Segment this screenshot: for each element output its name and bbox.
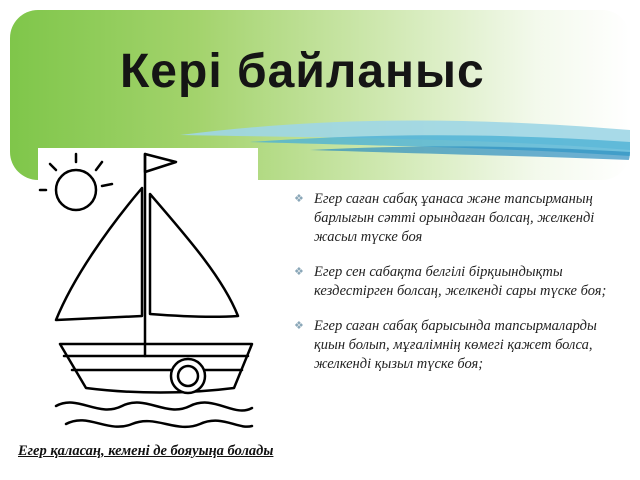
list-item: [288, 317, 618, 374]
instruction-list: [288, 190, 618, 390]
instruction-text: Егер саған сабақ барысында тапсырмаларды қиын болып, мұғалімнің көмегі қажет болса, желкенді қызыл түске боя;: [314, 318, 597, 372]
diamond-bullet-icon: ❖: [294, 320, 304, 332]
list-item: [288, 263, 618, 301]
list-item: [288, 190, 618, 247]
diamond-bullet-icon: ❖: [294, 266, 304, 278]
instruction-text: Егер сен сабақта белгілі бірқиындықты кездестірген болсаң, желкенді сары түске боя;: [314, 264, 607, 299]
footer-note: Егер қаласаң, кемені де бояуыңа болады: [18, 443, 274, 459]
sun-icon: [40, 154, 112, 210]
page-title: Кері байланыс: [120, 45, 485, 98]
sailboat-coloring-image: [38, 148, 258, 430]
diamond-bullet-icon: ❖: [294, 193, 304, 205]
instruction-text: Егер саған сабақ ұанаса және тапсырманың барлығын сәтті орындаған болсаң, желкенді жасыл түске боя: [314, 191, 595, 245]
